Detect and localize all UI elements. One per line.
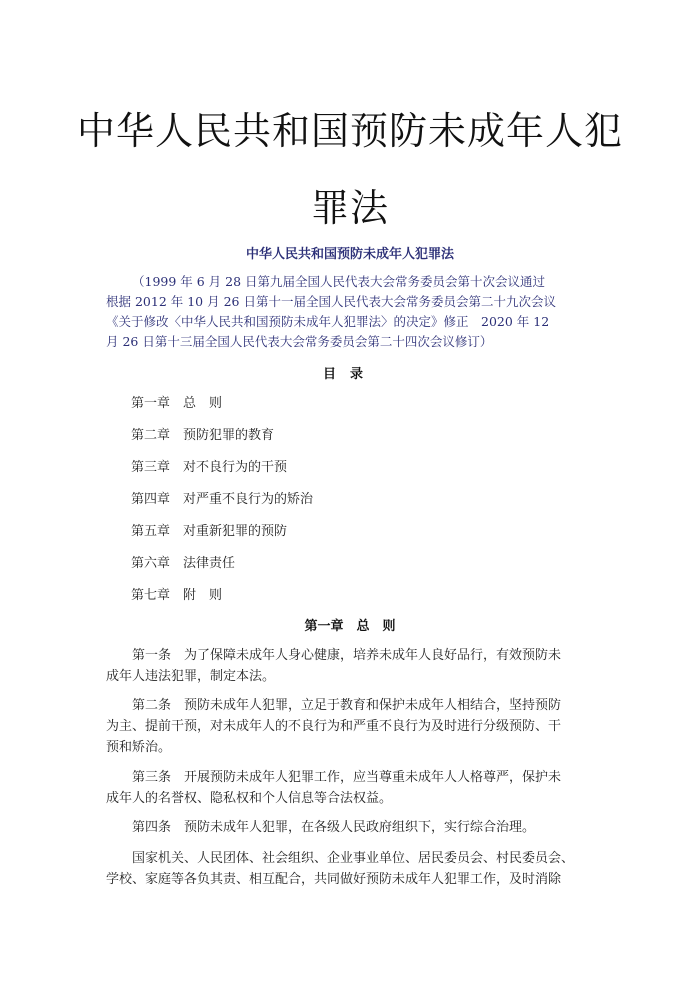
toc-item-chapter-3[interactable]: 第三章 对不良行为的干预 [131,460,288,475]
article-line: 第四条 预防未成年人犯罪，在各级人民政府组织下，实行综合治理。 [132,820,536,835]
toc-item-chapter-4[interactable]: 第四章 对严重不良行为的矫治 [131,492,314,507]
toc-item-chapter-1[interactable]: 第一章 总 则 [131,396,223,411]
article-line: 成年人违法犯罪，制定本法。 [106,669,276,684]
article-1 [106,645,596,687]
article-line: 为主、提前干预，对未成年人的不良行为和严重不良行为及时进行分级预防、干 [106,719,562,734]
toc-item-chapter-6[interactable]: 第六章 法律责任 [131,556,236,571]
article-line: 预和矫治。 [106,740,172,755]
document-title-line-2: 罪法 [310,186,389,230]
article-line: 第三条 开展预防未成年人犯罪工作，应当尊重未成年人人格尊严，保护未 [132,770,562,785]
adoption-note-line: 《关于修改〈中华人民共和国预防未成年人犯罪法〉的决定》修正 2020 年 12 [106,314,550,329]
article-line: 国家机关、人民团体、社会组织、企业事业单位、居民委员会、村民委员会、 [132,851,575,866]
document-title-line-1: 中华人民共和国预防未成年人犯 [76,109,623,153]
article-line: 学校、家庭等各负其责、相互配合，共同做好预防未成年人犯罪工作，及时消除 [106,872,562,887]
article-3 [106,767,596,809]
article-4 [106,817,596,838]
table-of-contents [131,393,313,617]
article-line: 成年人的名誉权、隐私权和个人信息等合法权益。 [106,791,393,806]
toc-item-chapter-5[interactable]: 第五章 对重新犯罪的预防 [131,524,288,539]
article-4-paragraph-2 [106,848,596,890]
adoption-note-line: 月 26 日第十三届全国人民代表大会常务委员会第二十四次会议修订） [106,334,493,349]
toc-item-chapter-2[interactable]: 第二章 预防犯罪的教育 [131,428,275,443]
article-2 [106,695,596,758]
toc-item-chapter-7[interactable]: 第七章 附 则 [131,588,223,603]
article-line: 第一条 为了保障未成年人身心健康，培养未成年人良好品行，有效预防未 [132,648,562,663]
adoption-note-line: （1999 年 6 月 28 日第九届全国人民代表大会常务委员会第十次会议通过 [132,274,546,289]
article-line: 第二条 预防未成年人犯罪，立足于教育和保护未成年人相结合，坚持预防 [132,698,562,713]
chapter-heading: 第一章 总 则 [304,619,396,634]
adoption-note [106,272,596,352]
toc-heading: 目录 [322,367,377,382]
law-subtitle: 中华人民共和国预防未成年人犯罪法 [245,247,454,262]
adoption-note-line: 根据 2012 年 10 月 26 日第十一届全国人民代表大会常务委员会第二十九次会议 [106,294,556,309]
